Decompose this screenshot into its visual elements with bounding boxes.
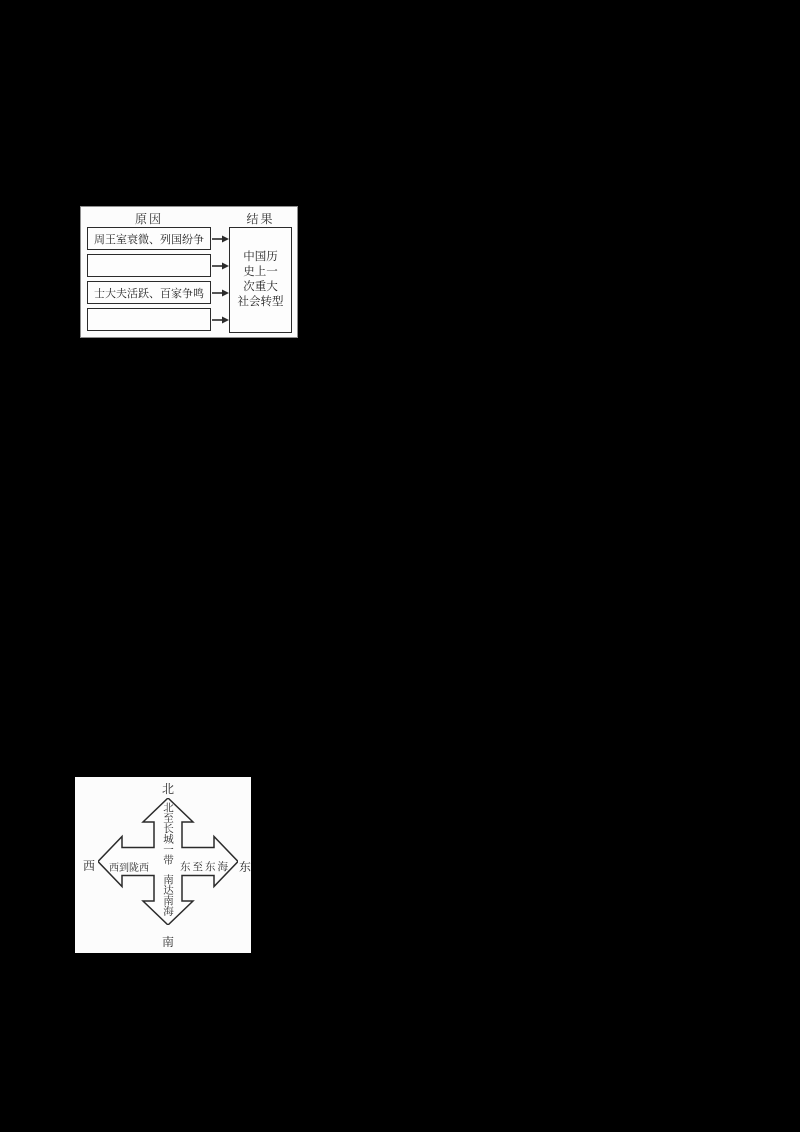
arrow-right-icon bbox=[212, 315, 229, 325]
east-arrow-text: 东至东海 bbox=[180, 862, 230, 873]
result-header: 结果 bbox=[246, 212, 275, 226]
west-arrow-text: 西到陇西 bbox=[109, 863, 149, 874]
north-label: 北 bbox=[161, 782, 174, 796]
arrow-right-icon bbox=[212, 288, 229, 298]
result-line-4: 社会转型 bbox=[237, 296, 284, 308]
cause-box-4-empty bbox=[87, 308, 211, 331]
east-label: 东 bbox=[238, 860, 251, 874]
flowchart-panel bbox=[80, 206, 298, 338]
cause-box-2-empty bbox=[87, 254, 211, 277]
south-label: 南 bbox=[161, 935, 174, 949]
arrow-right-icon bbox=[212, 234, 229, 244]
arrow-right-icon bbox=[212, 261, 229, 271]
result-line-2: 史上一 bbox=[243, 266, 278, 278]
cause-header: 原因 bbox=[134, 212, 163, 226]
compass-panel bbox=[75, 777, 251, 953]
result-line-3: 次重大 bbox=[243, 281, 278, 293]
west-label: 西 bbox=[82, 859, 95, 873]
south-arrow-text: 南达南海 bbox=[162, 874, 173, 916]
cause-box-1: 周王室衰微、列国纷争 bbox=[87, 227, 211, 250]
cause-box-3: 士大夫活跃、百家争鸣 bbox=[87, 281, 211, 304]
north-arrow-text: 北至长城一带 bbox=[162, 801, 173, 865]
result-box bbox=[229, 227, 292, 333]
result-line-1: 中国历 bbox=[243, 251, 278, 263]
